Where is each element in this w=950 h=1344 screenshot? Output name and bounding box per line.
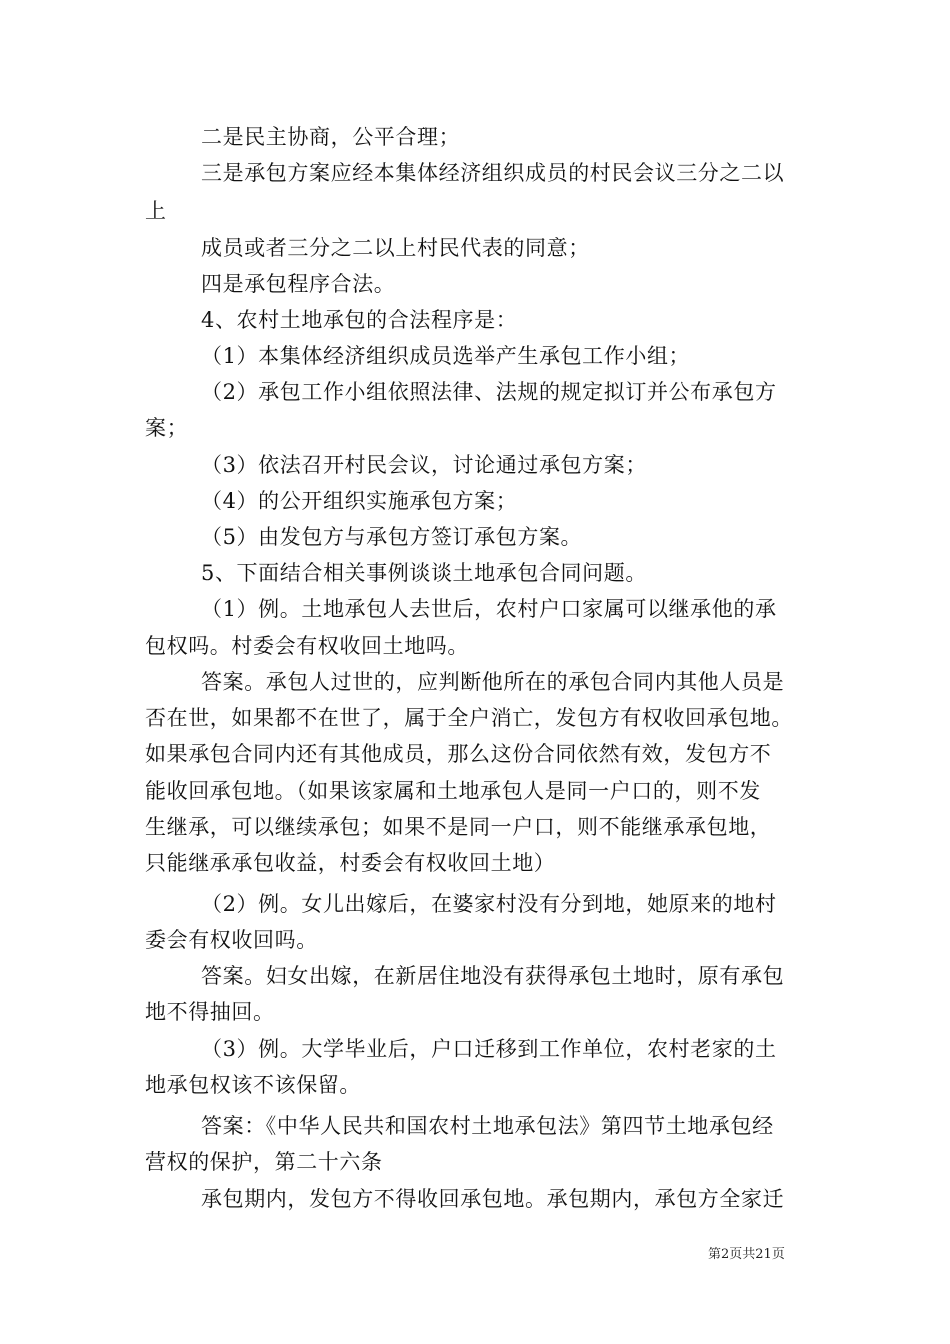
- text-line: 二是民主协商，公平合理；: [201, 125, 461, 149]
- text-line: 否在世，如果都不在世了，属于全户消亡，发包方有权收回承包地。: [145, 706, 793, 730]
- text-line: 三是承包方案应经本集体经济组织成员的村民会议三分之二以: [201, 161, 785, 185]
- text-line: （5）由发包方与承包方签订承包方案。: [201, 525, 583, 549]
- text-line: （3）依法召开村民会议，讨论通过承包方案；: [201, 453, 647, 477]
- text-line: 承包期内，发包方不得收回承包地。承包期内，承包方全家迁: [201, 1187, 785, 1211]
- text-line: 只能继承承包收益，村委会有权收回土地）: [145, 851, 556, 875]
- text-line: 答案。承包人过世的，应判断他所在的承包合同内其他人员是: [201, 670, 785, 694]
- text-line: 委会有权收回吗。: [145, 928, 318, 952]
- text-line: （3）例。大学毕业后，户口迁移到工作单位，农村老家的土: [201, 1037, 777, 1061]
- text-line: （4）的公开组织实施承包方案；: [201, 489, 518, 513]
- text-line: 案；: [145, 416, 189, 440]
- text-line: 成员或者三分之二以上村民代表的同意；: [201, 236, 590, 260]
- text-line: 如果承包合同内还有其他成员，那么这份合同依然有效，发包方不: [145, 742, 772, 766]
- page-number: 第2页共21页: [708, 1247, 785, 1262]
- text-line: （1）本集体经济组织成员选举产生承包工作小组；: [201, 344, 691, 368]
- text-line: 包权吗。村委会有权收回土地吗。: [145, 634, 469, 658]
- text-line: 4、农村土地承包的合法程序是：: [201, 308, 518, 332]
- text-line: （2）例。女儿出嫁后，在婆家村没有分到地，她原来的地村: [201, 892, 777, 916]
- text-line: （1）例。土地承包人去世后，农村户口家属可以继承他的承: [201, 597, 777, 621]
- text-line: 答案：《中华人民共和国农村土地承包法》第四节土地承包经: [201, 1114, 774, 1138]
- text-line: 营权的保护，第二十六条: [145, 1150, 383, 1174]
- text-line: 答案。妇女出嫁，在新居住地没有获得承包土地时，原有承包: [201, 964, 785, 988]
- text-line: （2）承包工作小组依照法律、法规的规定拟订并公布承包方: [201, 380, 777, 404]
- text-line: 5、下面结合相关事例谈谈土地承包合同问题。: [201, 561, 647, 585]
- text-line: 地承包权该不该保留。: [145, 1073, 361, 1097]
- text-line: 地不得抽回。: [145, 1000, 275, 1024]
- text-line: 四是承包程序合法。: [201, 272, 396, 296]
- text-line: 生继承，可以继续承包；如果不是同一户口，则不能继承承包地，: [145, 815, 772, 839]
- text-line: 能收回承包地。（如果该家属和土地承包人是同一户口的，则不发: [145, 779, 761, 803]
- text-line: 上: [145, 199, 167, 223]
